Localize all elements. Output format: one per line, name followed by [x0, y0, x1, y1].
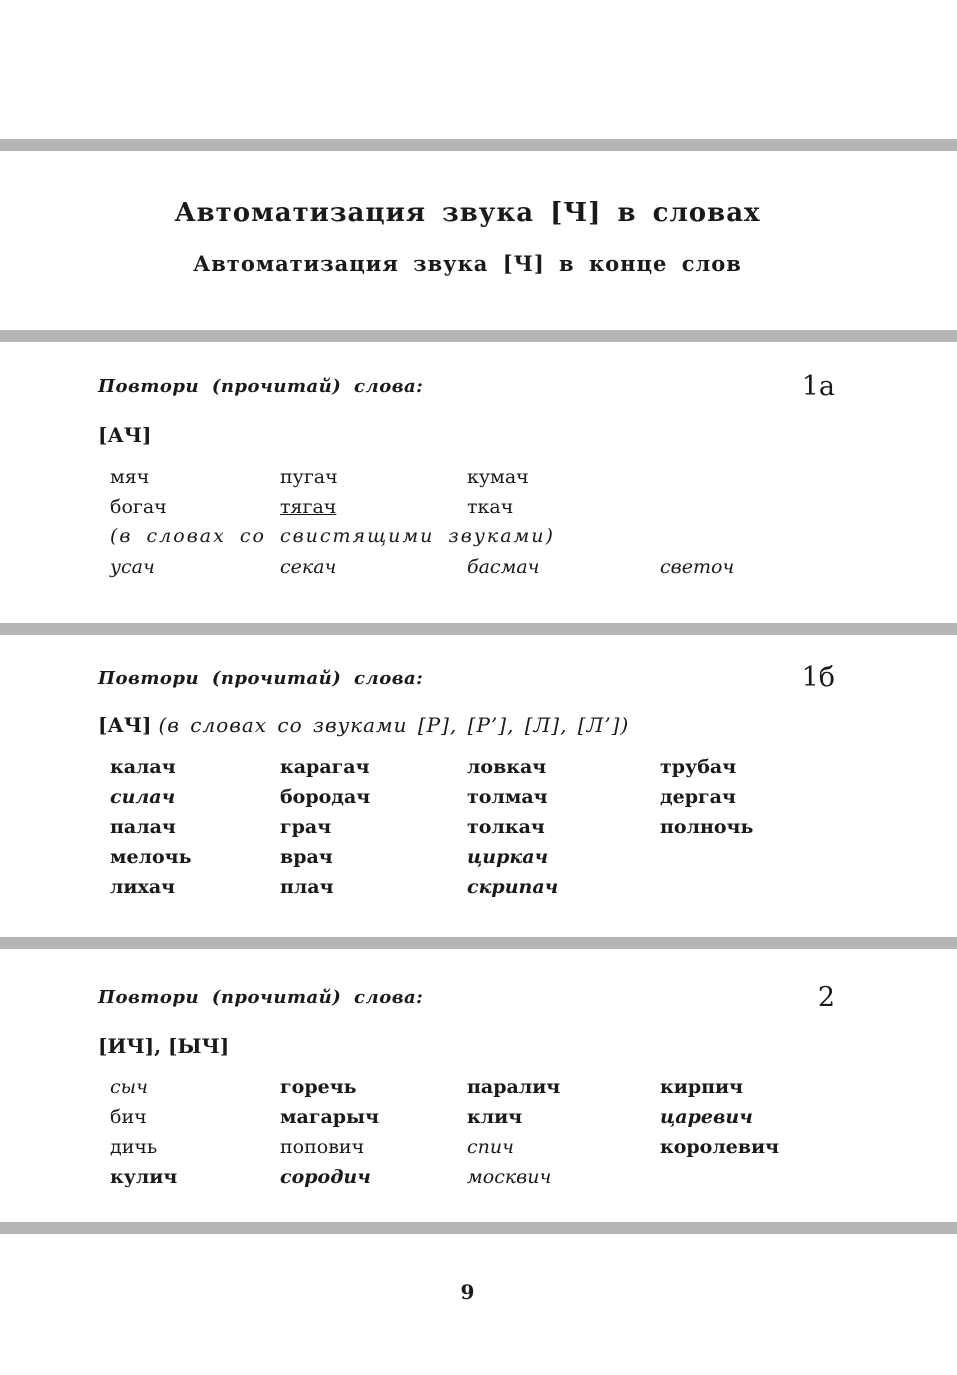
- group-note: (в словах со звуками [Р], [Р’], [Л], [Л’]): [158, 713, 630, 737]
- section-2-number: 2: [817, 982, 835, 1013]
- word: скрипач: [467, 876, 559, 898]
- word: карагач: [280, 756, 370, 778]
- section-1a-note: (в словах со свистящими звуками): [110, 525, 555, 547]
- word: кулич: [110, 1166, 178, 1188]
- word: магарыч: [280, 1106, 380, 1128]
- section-1b-group: [98, 713, 629, 737]
- word: королевич: [660, 1136, 780, 1158]
- word: плач: [280, 876, 334, 898]
- section-1b-number: 1б: [801, 662, 835, 693]
- separator-band: [0, 623, 957, 635]
- word: усач: [110, 556, 155, 578]
- word: секач: [280, 556, 337, 578]
- separator-band: [0, 1222, 957, 1234]
- word: калач: [110, 756, 176, 778]
- word: бич: [110, 1106, 147, 1128]
- section-2-group: [ИЧ], [ЫЧ]: [98, 1034, 230, 1058]
- word: кумач: [467, 466, 529, 488]
- section-1a-instruction: Повтори (прочитай) слова:: [98, 376, 424, 397]
- word: ловкач: [467, 756, 547, 778]
- word: сыч: [110, 1076, 148, 1098]
- word: толмач: [467, 786, 548, 808]
- section-1a-number: 1а: [801, 371, 835, 402]
- word: силач: [110, 786, 176, 808]
- word: дичь: [110, 1136, 158, 1158]
- word: светоч: [660, 556, 735, 578]
- section-1a-group: [АЧ]: [98, 423, 152, 447]
- word: попович: [280, 1136, 365, 1158]
- word: ткач: [467, 496, 514, 518]
- word: москвич: [467, 1166, 552, 1188]
- word: басмач: [467, 556, 540, 578]
- page-title: Автоматизация звука [Ч] в словах: [174, 198, 761, 228]
- word: богач: [110, 496, 167, 518]
- word: палач: [110, 816, 176, 838]
- group-label: [АЧ]: [98, 713, 152, 737]
- word: пугач: [280, 466, 338, 488]
- word: полночь: [660, 816, 754, 838]
- word: врач: [280, 846, 333, 868]
- separator-band: [0, 330, 957, 342]
- word: сородич: [280, 1166, 371, 1188]
- separator-band: [0, 937, 957, 949]
- page-number: 9: [460, 1280, 475, 1304]
- section-2-instruction: Повтори (прочитай) слова:: [98, 987, 424, 1008]
- word: бородач: [280, 786, 371, 808]
- word: мелочь: [110, 846, 192, 868]
- word-underlined: тягач: [280, 496, 337, 518]
- section-1b-instruction: Повтори (прочитай) слова:: [98, 668, 424, 689]
- word: лихач: [110, 876, 176, 898]
- word: дергач: [660, 786, 736, 808]
- page-subtitle: Автоматизация звука [Ч] в конце слов: [193, 251, 742, 276]
- word: горечь: [280, 1076, 357, 1098]
- word: толкач: [467, 816, 545, 838]
- word: трубач: [660, 756, 737, 778]
- word: грач: [280, 816, 332, 838]
- separator-band: [0, 139, 957, 151]
- word: паралич: [467, 1076, 561, 1098]
- word: клич: [467, 1106, 523, 1128]
- word: царевич: [660, 1106, 753, 1128]
- word: спич: [467, 1136, 514, 1158]
- word: кирпич: [660, 1076, 744, 1098]
- word: мяч: [110, 466, 150, 488]
- word: циркач: [467, 846, 549, 868]
